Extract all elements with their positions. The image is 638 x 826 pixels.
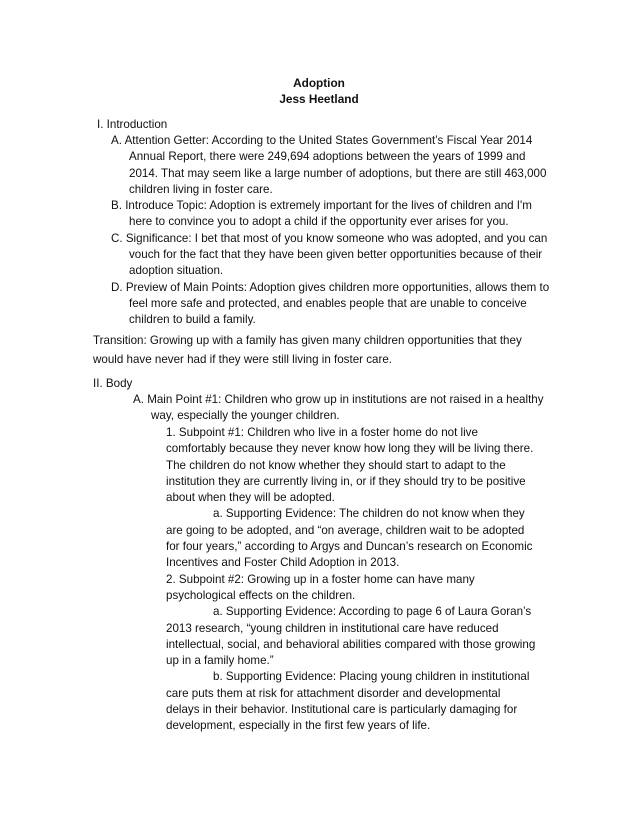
subpoints-section: [166, 425, 536, 735]
intro-item-c: [111, 231, 551, 280]
evidence-2b: b. Supporting Evidence: Placing young children in institutional care puts them at risk for attachment disorder and developmental delays in their behavior. Institutional care is particularly damaging for development, especially in the first few years of life.: [166, 670, 530, 733]
introduction-list: [111, 133, 551, 329]
evidence-1a: a. Supporting Evidence: The children do not know when they are going to be adopted, and “on average, children wait to be adopted for four years,” according to Argys and Duncan’s research on Economic Incentives and Foster Child Adoption in 2013.: [166, 507, 533, 570]
main-point-1-text: Main Point #1: Children who grow up in institutions are not raised in a healthy way, especially the younger children.: [147, 393, 544, 423]
intro-item-a-text: Attention Getter: According to the United States Government’s Fiscal Year 2014 Annual Report, there were 249,694 adoptions between the years of 1999 and 2014. That may seem like a large number of adoptions, but there are still 463,000 children living in foster care.: [124, 134, 547, 196]
intro-item-b-text: Introduce Topic: Adoption is extremely important for the lives of children and I'm here to convince you to adopt a child if the opportunity ever arises for you.: [125, 199, 532, 229]
intro-item-c-text: Significance: I bet that most of you know someone who was adopted, and you can vouch for the fact that they have been given better opportunities because of their adoption situation.: [125, 231, 548, 278]
intro-item-c-marker: C.: [111, 231, 123, 245]
document-author: Jess Heetland: [279, 92, 359, 106]
intro-item-b-marker: B.: [111, 199, 122, 213]
subpoint-1: 1. Subpoint #1: Children who live in a foster home do not live comfortably because they never know how long they will be living there. The children do not know whether they should start to adapt to the institution they are currently living in, or if they should try to be positive about when they will be adopted.: [166, 426, 534, 505]
evidence-2a: a. Supporting Evidence: According to page 6 of Laura Goran’s 2013 research, “young children in institutional care have reduced intellectual, social, and behavioral abilities compared with those growing up in a family home.”: [166, 605, 536, 668]
document-header: [0, 75, 638, 107]
transition-paragraph: Transition: Growing up with a family has given many children opportunities that they would have never had if they were still living in foster care.: [93, 334, 522, 366]
body-heading: II. Body: [93, 377, 133, 390]
main-point-1: [133, 392, 551, 425]
intro-item-d-text: Preview of Main Points: Adoption gives children more opportunities, allows them to feel more safe and protected, and enables people that are unable to conceive children to build a family.: [125, 280, 550, 327]
document-title: Adoption: [293, 76, 345, 90]
intro-item-a-marker: A.: [111, 134, 122, 147]
intro-item-a: [111, 133, 551, 198]
intro-item-d: [111, 280, 551, 329]
subpoint-2: 2. Subpoint #2: Growing up in a foster home can have many psychological effects on the children.: [166, 572, 475, 602]
intro-item-d-marker: D.: [111, 280, 123, 294]
intro-item-b: [111, 198, 551, 231]
main-point-1-marker: A.: [133, 393, 144, 406]
introduction-heading: I. Introduction: [97, 118, 168, 131]
